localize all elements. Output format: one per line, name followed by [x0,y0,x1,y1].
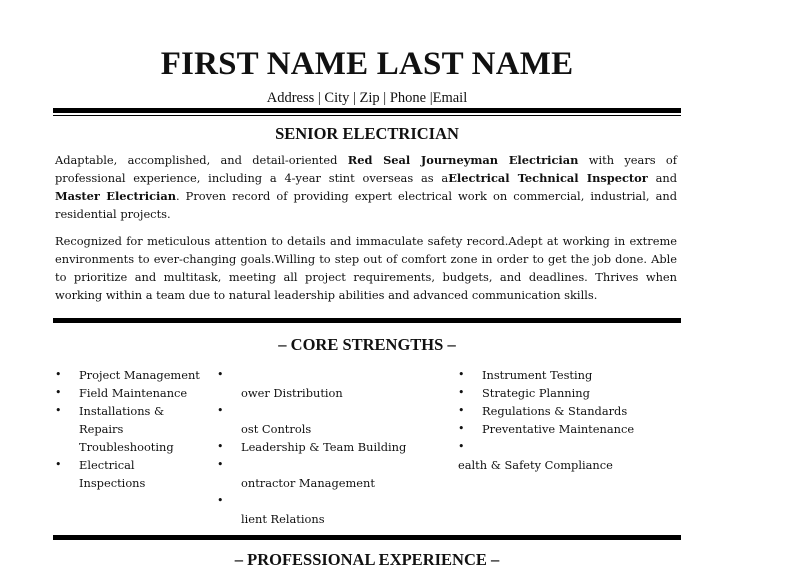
bullet: • [458,422,465,435]
strength-item: Strategic Planning [482,386,590,400]
strength-item: ost Controls [241,422,312,436]
bullet: • [55,404,62,417]
bullet: • [217,494,224,507]
bullet: • [217,404,224,417]
strength-item: Field Maintenance [79,386,188,400]
strength-item: Regulations & Standards [482,404,628,418]
strength-item: ower Distribution [241,386,343,400]
bullet: • [458,404,465,417]
strength-item: lient Relations [241,512,325,526]
strength-item: Electrical [79,458,135,472]
strength-item: Troubleshooting [79,440,174,454]
bullet: • [55,386,62,399]
bullet: • [458,368,465,381]
bullet: • [55,458,62,471]
bullet: • [55,368,62,381]
summary-heading: SENIOR ELECTRICIAN [275,124,459,143]
section-rule-thick [53,535,681,540]
bullet: • [217,368,224,381]
experience-heading: – PROFESSIONAL EXPERIENCE – [234,550,500,569]
bullet: • [458,386,465,399]
bullet: • [217,440,224,453]
strength-item: Leadership & Team Building [241,440,407,454]
core-strengths-heading: – CORE STRENGTHS – [278,335,456,354]
strength-item: Preventative Maintenance [482,422,635,436]
strength-item: Installations & [79,404,165,418]
strength-item: ontractor Management [241,476,375,490]
strength-item: Project Management [79,368,200,382]
bullet: • [217,458,224,471]
summary-paragraph-2: Recognized for meticulous attention to details and immaculate safety record.Adept at working in extreme environments to ever-changing goals.Willing to step out of comfort zone in order to get the job done. Able to prioritize and multitask, meeting all project requirements, budgets, and deadlines. Thrives when working within a team due to natural leadership abilities and advanced communication skills. [55,234,677,302]
summary-paragraph-1: Adaptable, accomplished, and detail-oriented Red Seal Journeyman Electrician with years of professional experience, including a 4-year stint overseas as aElectrical Technical Inspector and Master Electrician. Proven record of providing expert electrical work on commercial, industrial, and residential projects. [55,153,678,221]
strength-item: Repairs [79,422,124,436]
candidate-name: FIRST NAME LAST NAME [160,46,574,82]
bullet: • [458,440,465,453]
contact-line: Address | City | Zip | Phone |Email [266,90,468,106]
strength-item: ealth & Safety Compliance [458,458,613,472]
strength-item: Inspections [79,476,146,490]
strength-item: Instrument Testing [482,368,593,382]
